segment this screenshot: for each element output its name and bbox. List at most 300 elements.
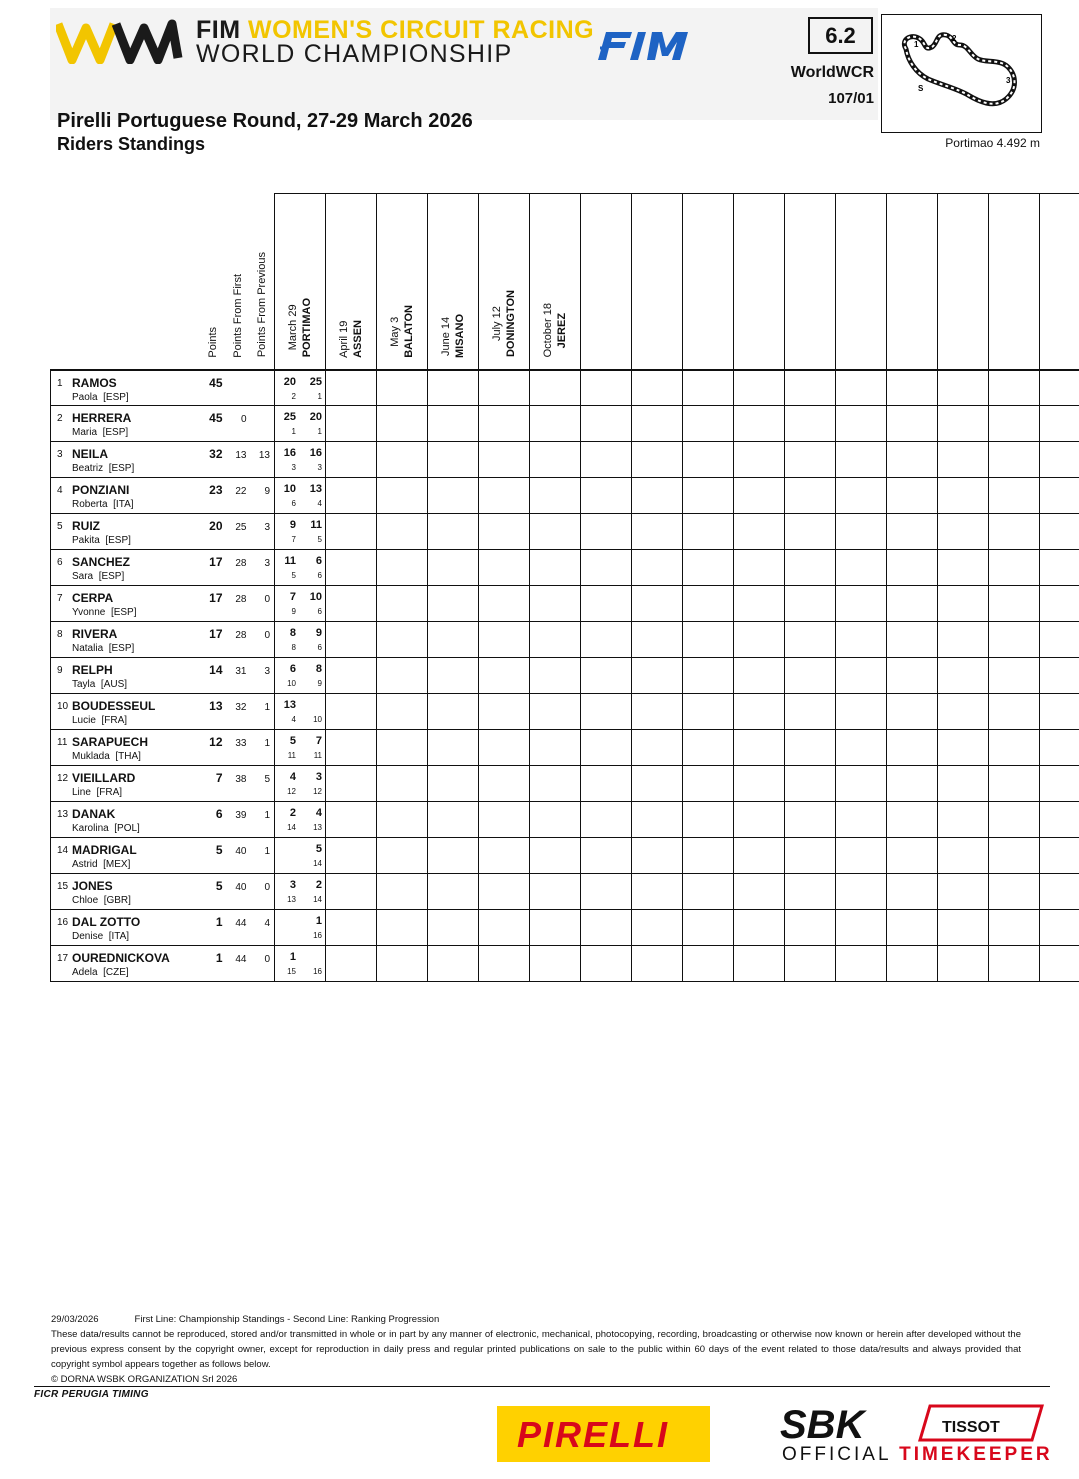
- points-header: Points: [201, 194, 226, 370]
- points-from-previous: 1: [264, 810, 270, 821]
- table-row: [51, 730, 1079, 766]
- rider-points: 17: [209, 555, 223, 569]
- points-from-first-cell: [226, 730, 251, 766]
- points-from-previous: 9: [264, 486, 270, 497]
- points-cell: [201, 730, 226, 766]
- round-cell-empty: [734, 838, 785, 874]
- round-cell-empty: [530, 658, 581, 694]
- points-from-first: 31: [235, 666, 247, 677]
- race1-points: 10: [283, 483, 296, 495]
- round-cell-empty: [836, 622, 887, 658]
- rider-firstname: Tayla [AUS]: [72, 679, 128, 690]
- round-cell-empty: [887, 622, 938, 658]
- brand-wcr: WOMEN'S CIRCUIT RACING: [248, 16, 595, 44]
- round-cell-portimao: [275, 478, 326, 514]
- points-from-first-cell: [226, 478, 251, 514]
- round-cell-empty: [836, 766, 887, 802]
- round-cell-empty: [887, 694, 938, 730]
- rider-firstname: Sara [ESP]: [72, 571, 125, 582]
- race2-ranking: 6: [317, 571, 322, 580]
- round-cell-empty: [887, 586, 938, 622]
- points-from-first-cell: [226, 442, 251, 478]
- round-cell-empty: [479, 586, 530, 622]
- points-from-previous-cell: [251, 442, 275, 478]
- round-header-donington: July 12 DONINGTON: [479, 194, 530, 370]
- round-cell-empty: [938, 694, 989, 730]
- points-from-first-cell: [226, 658, 251, 694]
- rider-cell: [51, 874, 201, 910]
- points-from-previous-cell: [251, 370, 275, 406]
- round-cell-empty: [836, 586, 887, 622]
- rider-position: 5: [57, 521, 63, 532]
- rider-cell: [51, 442, 201, 478]
- round-cell-empty: [326, 838, 377, 874]
- rider-firstname: Beatriz [ESP]: [72, 463, 135, 474]
- rider-position: 9: [57, 665, 63, 676]
- table-row: [51, 586, 1079, 622]
- round-cell-empty: [989, 514, 1040, 550]
- round-cell-portimao: [275, 406, 326, 442]
- points-cell: [201, 946, 226, 982]
- points-from-first: 28: [235, 630, 247, 641]
- round-cell-empty: [887, 478, 938, 514]
- rider-position: 7: [57, 593, 63, 604]
- round-cell-empty: [530, 946, 581, 982]
- race2-ranking: 11: [313, 751, 322, 760]
- round-cell-empty: [734, 478, 785, 514]
- round-cell-empty: [581, 622, 632, 658]
- race1-points: 5: [289, 735, 296, 747]
- round-cell-empty: [887, 802, 938, 838]
- round-header-assen: April 19 ASSEN: [326, 194, 377, 370]
- table-row: [51, 802, 1079, 838]
- table-row: [51, 946, 1079, 982]
- race1-ranking: 6: [291, 499, 296, 508]
- round-header-empty: [785, 194, 836, 370]
- table-row: [51, 694, 1079, 730]
- round-cell-empty: [428, 550, 479, 586]
- race2-ranking: 14: [313, 895, 322, 904]
- round-cell-empty: [479, 802, 530, 838]
- round-cell-empty: [581, 802, 632, 838]
- table-row: [51, 406, 1079, 442]
- round-cell-empty: [632, 694, 683, 730]
- rider-cell: [51, 586, 201, 622]
- points-from-previous: 3: [264, 558, 270, 569]
- round-cell-empty: [734, 694, 785, 730]
- rider-firstname: Pakita [ESP]: [72, 535, 131, 546]
- round-cell-empty: [836, 874, 887, 910]
- rider-cell: [51, 658, 201, 694]
- points-from-previous-cell: [251, 730, 275, 766]
- round-cell-empty: [377, 766, 428, 802]
- round-cell-empty: [479, 694, 530, 730]
- wcr-logo-mark: [56, 18, 188, 64]
- svg-text:S: S: [918, 84, 924, 93]
- points-from-first-cell: [226, 586, 251, 622]
- rider-position: 3: [57, 449, 63, 460]
- race2-ranking: 14: [313, 859, 322, 868]
- rider-header: [51, 194, 201, 370]
- round-cell-empty: [1040, 622, 1079, 658]
- round-cell-empty: [581, 370, 632, 406]
- round-cell-empty: [581, 838, 632, 874]
- race1-ranking: 8: [291, 643, 296, 652]
- points-from-first: 40: [235, 882, 247, 893]
- round-cell-empty: [428, 766, 479, 802]
- round-cell-portimao: [275, 442, 326, 478]
- round-cell-empty: [377, 406, 428, 442]
- race1-points: 13: [283, 699, 296, 711]
- points-from-previous-cell: [251, 478, 275, 514]
- round-cell-empty: [530, 910, 581, 946]
- points-from-previous-cell: [251, 406, 275, 442]
- round-cell-empty: [581, 946, 632, 982]
- round-cell-empty: [326, 766, 377, 802]
- series-name: WorldWCR: [790, 64, 874, 81]
- rider-points: 5: [215, 843, 223, 857]
- race1-ranking: 11: [287, 751, 296, 760]
- round-cell-empty: [1040, 766, 1079, 802]
- points-from-first-cell: [226, 550, 251, 586]
- points-from-first: 32: [235, 702, 247, 713]
- race2-ranking: 1: [317, 391, 322, 401]
- rider-surname: HERRERA: [72, 411, 132, 425]
- round-cell-empty: [734, 406, 785, 442]
- round-cell-empty: [377, 730, 428, 766]
- round-cell-empty: [887, 370, 938, 406]
- round-header-misano: June 14 MISANO: [428, 194, 479, 370]
- round-cell-empty: [428, 874, 479, 910]
- round-cell-empty: [683, 910, 734, 946]
- round-cell-empty: [785, 550, 836, 586]
- round-cell-empty: [632, 406, 683, 442]
- round-cell-empty: [581, 406, 632, 442]
- round-cell-empty: [428, 442, 479, 478]
- round-cell-empty: [938, 658, 989, 694]
- round-cell-empty: [785, 478, 836, 514]
- points-cell: [201, 514, 226, 550]
- round-cell-empty: [836, 910, 887, 946]
- round-cell-empty: [428, 658, 479, 694]
- round-cell-portimao: [275, 586, 326, 622]
- rider-surname: RIVERA: [72, 627, 118, 641]
- race2-points: 4: [315, 807, 322, 819]
- points-from-previous-cell: [251, 910, 275, 946]
- table-row: [51, 766, 1079, 802]
- round-cell-empty: [938, 766, 989, 802]
- round-cell-empty: [1040, 802, 1079, 838]
- table-row: [51, 658, 1079, 694]
- round-cell-empty: [938, 946, 989, 982]
- race1-ranking: 1: [291, 427, 296, 436]
- points-cell: [201, 442, 226, 478]
- round-cell-empty: [326, 874, 377, 910]
- round-cell-empty: [1040, 838, 1079, 874]
- round-cell-empty: [530, 766, 581, 802]
- round-cell-empty: [530, 586, 581, 622]
- round-cell-portimao: [275, 514, 326, 550]
- round-cell-empty: [1040, 730, 1079, 766]
- round-header-empty: [938, 194, 989, 370]
- race2-points: 7: [315, 735, 322, 747]
- race1-ranking: 9: [291, 607, 296, 616]
- round-header-jerez: October 18 JEREZ: [530, 194, 581, 370]
- points-from-previous: 4: [264, 918, 270, 929]
- svg-text:1: 1: [914, 40, 919, 49]
- doc-number: 107/01: [828, 90, 874, 107]
- round-cell-portimao: [275, 370, 326, 406]
- race1-points: 11: [284, 555, 296, 567]
- rider-firstname: Roberta [ITA]: [72, 499, 134, 510]
- points-from-first-cell: [226, 694, 251, 730]
- round-cell-empty: [530, 442, 581, 478]
- round-cell-empty: [938, 910, 989, 946]
- rider-surname: DANAK: [72, 807, 116, 821]
- round-cell-empty: [887, 658, 938, 694]
- points-cell: [201, 802, 226, 838]
- round-cell-empty: [836, 478, 887, 514]
- points-from-first-cell: [226, 802, 251, 838]
- round-cell-empty: [530, 550, 581, 586]
- championship-title-line2: WORLD CHAMPIONSHIP: [196, 40, 513, 68]
- round-cell-empty: [428, 622, 479, 658]
- round-cell-empty: [326, 442, 377, 478]
- race2-ranking: 6: [317, 607, 322, 616]
- round-cell-empty: [734, 730, 785, 766]
- rider-position: 2: [57, 413, 63, 424]
- round-cell-empty: [479, 514, 530, 550]
- round-cell-empty: [887, 442, 938, 478]
- round-cell-empty: [785, 874, 836, 910]
- points-from-previous-cell: [251, 622, 275, 658]
- footer-legend: [51, 1312, 1021, 1327]
- round-header-empty: [734, 194, 785, 370]
- points-from-first: 22: [235, 486, 247, 497]
- round-cell-empty: [836, 838, 887, 874]
- rider-cell: [51, 370, 201, 406]
- round-cell-empty: [785, 694, 836, 730]
- points-cell: [201, 550, 226, 586]
- rider-position: 6: [57, 557, 63, 568]
- round-cell-empty: [683, 946, 734, 982]
- track-outline-icon: [882, 15, 1041, 132]
- points-from-previous-cell: [251, 514, 275, 550]
- round-cell-empty: [683, 766, 734, 802]
- page-title: Riders Standings: [57, 134, 206, 154]
- round-cell-empty: [428, 946, 479, 982]
- round-cell-portimao: [275, 838, 326, 874]
- round-cell-empty: [530, 622, 581, 658]
- round-cell-empty: [785, 622, 836, 658]
- round-cell-empty: [377, 658, 428, 694]
- round-cell-empty: [326, 550, 377, 586]
- round-cell-empty: [479, 766, 530, 802]
- race2-points: 16: [309, 447, 322, 459]
- race2-ranking: 5: [317, 535, 322, 544]
- points-cell: [201, 694, 226, 730]
- round-cell-empty: [989, 586, 1040, 622]
- rider-points: 5: [215, 879, 223, 893]
- rider-firstname: Karolina [POL]: [72, 823, 140, 834]
- round-cell-empty: [377, 694, 428, 730]
- round-cell-empty: [887, 406, 938, 442]
- points-from-first: 0: [240, 414, 247, 425]
- round-cell-empty: [1040, 406, 1079, 442]
- round-cell-empty: [785, 946, 836, 982]
- race2-points: 20: [309, 411, 322, 423]
- round-cell-empty: [530, 478, 581, 514]
- points-from-previous-cell: [251, 586, 275, 622]
- race2-ranking: 16: [313, 931, 322, 940]
- round-cell-empty: [326, 658, 377, 694]
- round-cell-empty: [989, 730, 1040, 766]
- table-row: [51, 370, 1079, 406]
- race2-ranking: 3: [317, 463, 322, 472]
- round-cell-empty: [377, 622, 428, 658]
- round-cell-empty: [989, 658, 1040, 694]
- points-from-first: 38: [235, 774, 247, 785]
- round-cell-portimao: [275, 802, 326, 838]
- event-title: Pirelli Portuguese Round, 27-29 March 2026: [57, 110, 473, 132]
- rider-points: 6: [215, 807, 223, 821]
- round-cell-empty: [683, 442, 734, 478]
- round-header-empty: [581, 194, 632, 370]
- points-from-previous-cell: [251, 874, 275, 910]
- round-cell-empty: [530, 514, 581, 550]
- rider-surname: MADRIGAL: [72, 843, 137, 857]
- rider-cell: [51, 406, 201, 442]
- round-cell-empty: [836, 514, 887, 550]
- race2-ranking: 1: [317, 427, 322, 436]
- table-row: [51, 514, 1079, 550]
- race1-ranking: 7: [291, 535, 296, 544]
- round-cell-empty: [785, 838, 836, 874]
- round-cell-empty: [938, 550, 989, 586]
- round-cell-empty: [887, 514, 938, 550]
- round-cell-empty: [326, 478, 377, 514]
- points-from-first: 25: [235, 522, 247, 533]
- race2-points: 1: [315, 915, 322, 927]
- round-cell-empty: [734, 550, 785, 586]
- round-header-empty: [1040, 194, 1079, 370]
- round-cell-empty: [683, 658, 734, 694]
- round-cell-empty: [887, 874, 938, 910]
- rider-surname: SANCHEZ: [72, 555, 131, 569]
- round-cell-empty: [530, 370, 581, 406]
- round-cell-empty: [479, 838, 530, 874]
- points-from-previous: 0: [264, 882, 270, 893]
- points-cell: [201, 910, 226, 946]
- round-cell-empty: [632, 442, 683, 478]
- rider-position: 14: [57, 845, 69, 856]
- round-cell-empty: [581, 766, 632, 802]
- pirelli-wordmark: PIRELLI: [517, 1414, 670, 1455]
- round-cell-empty: [887, 838, 938, 874]
- round-cell-empty: [530, 406, 581, 442]
- rider-position: 10: [57, 701, 69, 712]
- rider-firstname: Muklada [THA]: [72, 751, 141, 762]
- round-cell-empty: [377, 514, 428, 550]
- round-cell-empty: [683, 802, 734, 838]
- round-cell-empty: [938, 622, 989, 658]
- points-from-first: 40: [235, 846, 247, 857]
- round-cell-empty: [428, 838, 479, 874]
- round-cell-empty: [632, 730, 683, 766]
- round-header-empty: [887, 194, 938, 370]
- round-cell-empty: [734, 586, 785, 622]
- race1-points: 9: [289, 519, 296, 531]
- round-cell-empty: [581, 514, 632, 550]
- rider-points: 17: [209, 627, 223, 641]
- round-cell-portimao: [275, 874, 326, 910]
- points-from-first-header: Points From First: [226, 194, 251, 370]
- points-from-previous: 0: [264, 630, 270, 641]
- round-cell-empty: [581, 586, 632, 622]
- rider-surname: RUIZ: [72, 519, 100, 533]
- round-header-portimao: March 29 PORTIMAO: [275, 194, 326, 370]
- round-cell-empty: [683, 694, 734, 730]
- rider-cell: [51, 802, 201, 838]
- rider-cell: [51, 946, 201, 982]
- round-cell-empty: [734, 514, 785, 550]
- round-cell-empty: [938, 370, 989, 406]
- round-cell-empty: [326, 586, 377, 622]
- round-cell-empty: [377, 910, 428, 946]
- round-cell-empty: [326, 406, 377, 442]
- round-cell-empty: [989, 874, 1040, 910]
- points-cell: [201, 586, 226, 622]
- sbk-wordmark: SBK: [780, 1403, 865, 1447]
- rider-position: 13: [57, 809, 69, 820]
- round-cell-empty: [428, 910, 479, 946]
- round-cell-empty: [581, 910, 632, 946]
- points-cell: [201, 478, 226, 514]
- round-cell-empty: [479, 406, 530, 442]
- table-row: [51, 622, 1079, 658]
- round-cell-empty: [989, 694, 1040, 730]
- round-cell-empty: [887, 910, 938, 946]
- round-cell-empty: [479, 658, 530, 694]
- rider-points: 12: [209, 735, 223, 749]
- round-cell-empty: [1040, 550, 1079, 586]
- rider-surname: SARAPUECH: [72, 735, 149, 749]
- copyright-owner: © DORNA WSBK ORGANIZATION Srl 2026: [51, 1374, 238, 1385]
- doc-code-box: 6.2: [808, 17, 873, 54]
- round-cell-empty: [785, 442, 836, 478]
- points-cell: [201, 406, 226, 442]
- points-cell: [201, 622, 226, 658]
- points-from-previous-cell: [251, 694, 275, 730]
- round-cell-empty: [1040, 514, 1079, 550]
- race1-ranking: 4: [291, 715, 296, 724]
- round-cell-empty: [989, 370, 1040, 406]
- rider-cell: [51, 478, 201, 514]
- round-cell-empty: [683, 550, 734, 586]
- fim-logo: [598, 26, 698, 64]
- round-cell-empty: [632, 838, 683, 874]
- round-cell-empty: [836, 730, 887, 766]
- table-row: [51, 874, 1079, 910]
- round-cell-empty: [428, 478, 479, 514]
- points-from-previous-cell: [251, 802, 275, 838]
- round-cell-empty: [632, 658, 683, 694]
- round-cell-empty: [632, 622, 683, 658]
- pirelli-logo: [497, 1406, 710, 1462]
- points-from-first: 44: [235, 954, 247, 965]
- points-from-previous: 13: [258, 450, 270, 461]
- rider-surname: RELPH: [72, 663, 113, 677]
